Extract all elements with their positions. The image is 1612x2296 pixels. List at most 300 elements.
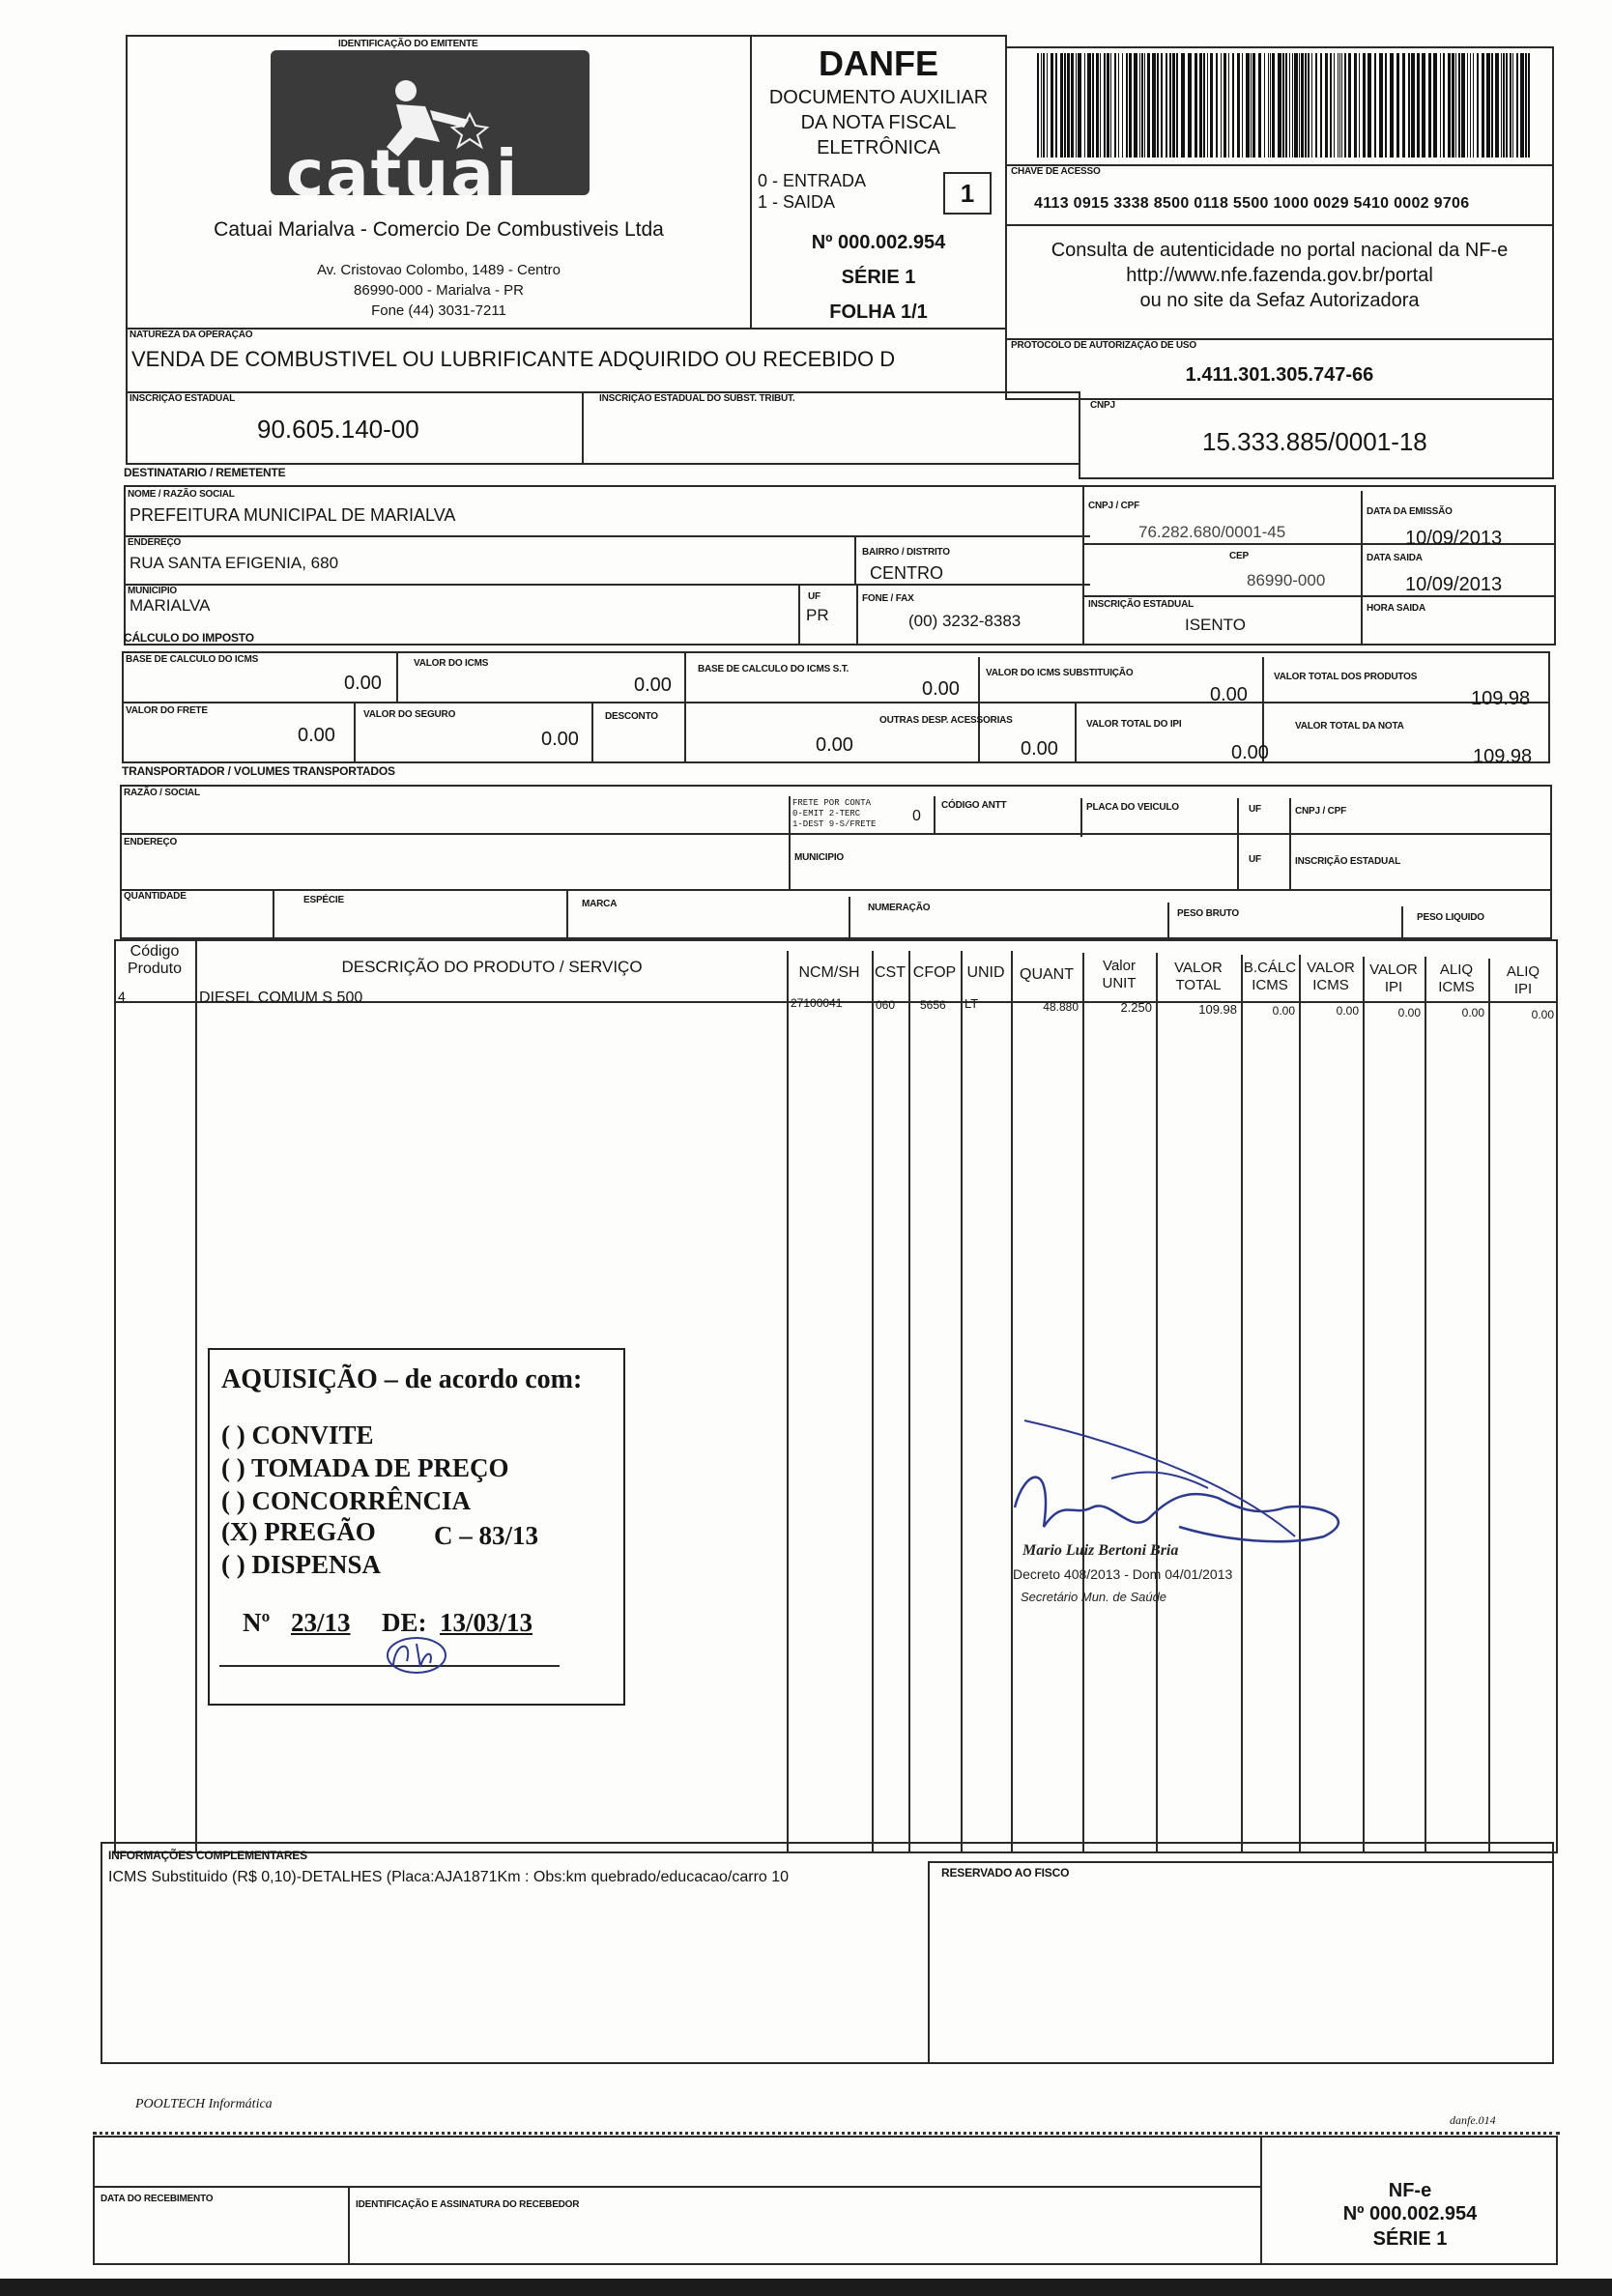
row-descricao: DIESEL COMUM S 500 <box>199 990 363 1006</box>
row-vunit: 2.250 <box>1120 1000 1152 1015</box>
barcode-bar <box>1525 53 1527 158</box>
transp-uf2-label: UF <box>1249 854 1261 865</box>
barcode-bar <box>1278 53 1281 158</box>
transp-antt-label: CÓDIGO ANTT <box>941 800 1007 811</box>
total-nota-label: VALOR TOTAL DA NOTA <box>1295 721 1404 732</box>
barcode-bar <box>1363 53 1366 158</box>
frete-conta-1: FRETE POR CONTA <box>792 798 872 808</box>
canhoto-numero: Nº 000.002.954 <box>1342 2203 1478 2224</box>
barcode-bar <box>1246 53 1250 158</box>
ie-value: 90.605.140-00 <box>257 415 419 444</box>
stamp-opt-convite: ( ) CONVITE <box>221 1421 374 1449</box>
row-aicms: 0.00 <box>1461 1006 1484 1019</box>
seguro: 0.00 <box>541 729 579 750</box>
barcode-bar <box>1503 53 1505 158</box>
hdr-aipi-1: ALIQ <box>1506 963 1540 980</box>
hdr-cst: CST <box>875 964 906 981</box>
barcode-bar <box>1301 53 1304 158</box>
barcode-bar <box>1232 53 1234 158</box>
tipo-entrada: 0 - ENTRADA <box>758 171 867 190</box>
barcode-bar <box>1422 53 1425 158</box>
barcode-bar <box>1443 53 1445 158</box>
barcode-bar <box>1114 53 1116 158</box>
frete-label: VALOR DO FRETE <box>126 705 208 716</box>
canhoto-col-1 <box>348 2186 350 2265</box>
pcol-5 <box>961 951 963 1853</box>
pcol-10 <box>1299 955 1301 1853</box>
row-vicms: 0.00 <box>1336 1004 1359 1018</box>
dest-bairro-label: BAIRRO / DISTRITO <box>862 547 950 558</box>
transp-row-2 <box>120 889 1552 891</box>
imposto-section-label: CÁLCULO DO IMPOSTO <box>124 631 254 645</box>
stamp-opt-concorrencia: ( ) CONCORRÊNCIA <box>221 1486 471 1515</box>
consulta-line-2: http://www.nfe.fazenda.gov.br/portal <box>1126 265 1433 286</box>
transp-col-4 <box>1237 798 1239 891</box>
initials-signature-icon <box>374 1632 461 1680</box>
row-unid: LT <box>964 996 979 1011</box>
barcode-bar <box>1344 53 1346 158</box>
sig-cargo: Secretário Mun. de Saúde <box>1021 1590 1167 1604</box>
barcode-bar <box>1510 53 1511 158</box>
dest-uf-label: UF <box>808 591 820 602</box>
form-code: danfe.014 <box>1450 2113 1496 2127</box>
cnpj-label: CNPJ <box>1090 400 1115 411</box>
barcode-bar <box>1433 53 1437 158</box>
stamp-title: AQUISIÇÃO – de acordo com: <box>221 1364 583 1394</box>
pcol-11 <box>1363 957 1365 1853</box>
barcode-bar <box>1501 53 1502 158</box>
transp-col-5 <box>1289 798 1291 891</box>
complementares-divider <box>928 1861 930 2064</box>
transp-marca-label: MARCA <box>582 899 618 909</box>
tipo-saida: 1 - SAIDA <box>758 192 836 212</box>
emitente-section-label: IDENTIFICAÇÃO DO EMITENTE <box>338 39 478 49</box>
emitente-address: Av. Cristovao Colombo, 1489 - Centro <box>316 262 561 278</box>
dest-ie-label: INSCRIÇÃO ESTADUAL <box>1088 599 1194 610</box>
complementares-text: ICMS Substituido (R$ 0,10)-DETALHES (Placa:AJA1871Km : Obs:km quebrado/educacao/carro 10 <box>108 1869 790 1885</box>
barcode-bar <box>1299 53 1300 158</box>
barcode-bar <box>1506 53 1508 158</box>
hdr-descricao: DESCRIÇÃO DO PRODUTO / SERVIÇO <box>341 958 643 976</box>
imposto-col-3 <box>978 657 980 763</box>
dest-emissao: 10/09/2013 <box>1405 528 1503 549</box>
barcode-bar <box>1221 53 1222 158</box>
barcode-bar <box>1107 53 1109 158</box>
dest-cep-label: CEP <box>1229 551 1249 561</box>
barcode-bar <box>1512 53 1513 158</box>
scan-edge <box>0 2279 1612 2296</box>
transp-cnpj-label: CNPJ / CPF <box>1295 806 1347 817</box>
dest-saida-label: DATA SAIDA <box>1367 553 1423 563</box>
hdr-cfop: CFOP <box>912 964 957 981</box>
barcode-bar <box>1055 53 1057 158</box>
barcode-bar <box>1367 53 1371 158</box>
ie-st-label: INSCRIÇÃO ESTADUAL DO SUBST. TRIBUT. <box>599 393 795 404</box>
dest-col-line-3 <box>854 537 856 586</box>
barcode-bar <box>1339 53 1340 158</box>
cnpj-value: 15.333.885/0001-18 <box>1202 427 1427 456</box>
pcol-6 <box>1011 951 1013 1853</box>
barcode-bar <box>1491 53 1493 158</box>
hdr-codigo-1: Código <box>130 943 180 960</box>
transp-col-10 <box>1401 906 1403 939</box>
barcode-bar <box>1169 53 1171 158</box>
hdr-aicms-1: ALIQ <box>1439 961 1474 978</box>
row-ncm: 27100041 <box>791 996 843 1010</box>
barcode-bar <box>1252 53 1255 158</box>
dest-ie: ISENTO <box>1185 616 1246 634</box>
barcode-bar <box>1258 53 1261 158</box>
barcode-bar <box>1396 53 1399 158</box>
dest-col-line-1 <box>1082 485 1084 646</box>
barcode-bar <box>1084 53 1085 158</box>
aquisicao-stamp <box>208 1348 625 1706</box>
barcode-bar <box>1199 53 1202 158</box>
barcode-bar <box>1134 53 1137 158</box>
barcode-bar <box>1078 53 1081 158</box>
logo-text: catuai <box>286 136 520 195</box>
imposto-col-2 <box>684 651 686 763</box>
canhoto-serie: SÉRIE 1 <box>1372 2228 1448 2250</box>
barcode-bar <box>1157 53 1159 158</box>
stamp-numero: 23/13 <box>291 1608 351 1637</box>
transp-row-1 <box>120 833 1552 835</box>
row-cfop: 5656 <box>920 998 946 1012</box>
barcode-bar <box>1294 53 1298 158</box>
dest-saida: 10/09/2013 <box>1405 574 1503 595</box>
emitente-name: Catuai Marialva - Comercio De Combustiveis Ltda <box>214 218 664 241</box>
icms-st-label: VALOR DO ICMS SUBSTITUIÇÃO <box>986 668 1134 678</box>
perforation-line <box>93 2132 1560 2135</box>
hdr-vunit-1: Valor <box>1103 958 1136 974</box>
barcode-bar <box>1408 53 1410 158</box>
dest-cnpj: 76.282.680/0001-45 <box>1138 523 1286 541</box>
dest-uf: PR <box>806 606 829 624</box>
barcode-bar <box>1440 53 1441 158</box>
barcode-bar <box>1228 53 1229 158</box>
danfe-title: DANFE <box>819 43 938 83</box>
barcode-bar <box>1152 53 1156 158</box>
barcode-bar <box>1452 53 1454 158</box>
desconto-label: DESCONTO <box>605 711 658 722</box>
consulta-line-1: Consulta de autenticidade no portal nacional da NF-e <box>1051 240 1509 261</box>
total-prod: 109.98 <box>1471 688 1531 709</box>
barcode-bar <box>1477 53 1479 158</box>
transp-municipio-label: MUNICIPIO <box>794 852 844 863</box>
transp-ie-label: INSCRIÇÃO ESTADUAL <box>1295 856 1400 867</box>
recebimento-label: DATA DO RECEBIMENTO <box>101 2194 214 2204</box>
imposto-row-line <box>122 702 1550 703</box>
barcode-bar <box>1037 53 1039 158</box>
barcode-bar <box>1195 53 1197 158</box>
row-vipi: 0.00 <box>1397 1006 1421 1019</box>
transp-col-2 <box>934 796 936 835</box>
transp-col-9 <box>1167 903 1169 939</box>
barcode-bar <box>1141 53 1143 158</box>
barcode-bar <box>1311 53 1312 158</box>
ipi: 0.00 <box>1231 742 1269 763</box>
transp-uf-label: UF <box>1249 804 1261 815</box>
barcode-bar <box>1341 53 1342 158</box>
barcode-bar <box>1334 53 1335 158</box>
barcode-bar <box>1285 53 1287 158</box>
canhoto-nfe: NF-e <box>1388 2180 1432 2201</box>
hdr-vtotal-1: VALOR <box>1174 960 1223 976</box>
barcode-bar <box>1348 53 1351 158</box>
emitente-city: 86990-000 - Marialva - PR <box>354 282 524 299</box>
pcol-7 <box>1082 953 1084 1853</box>
dest-fone-label: FONE / FAX <box>862 593 914 604</box>
stamp-opt-dispensa: ( ) DISPENSA <box>221 1550 382 1579</box>
tipo-value: 1 <box>960 179 975 208</box>
chave-label: CHAVE DE ACESSO <box>1011 166 1101 177</box>
desconto: 0.00 <box>816 734 853 756</box>
barcode-bar <box>1096 53 1099 158</box>
total-nota: 109.98 <box>1473 746 1533 767</box>
barcode-bar <box>1092 53 1094 158</box>
hdr-bcalc-1: B.CÁLC <box>1243 960 1297 976</box>
transp-quantidade-label: QUANTIDADE <box>124 891 187 902</box>
dest-bairro: CENTRO <box>870 563 943 583</box>
barcode-bar <box>1473 53 1474 158</box>
icms-st: 0.00 <box>1210 684 1248 705</box>
barcode-bar <box>1176 53 1178 158</box>
barcode-bar <box>1315 53 1317 158</box>
barcode-bar <box>1216 53 1218 158</box>
hdr-vtotal-2: TOTAL <box>1175 977 1222 993</box>
transp-razao-label: RAZÃO / SOCIAL <box>124 788 200 798</box>
stamp-opt-pregao: (X) PREGÃO <box>221 1517 376 1546</box>
transp-peso-bruto-label: PESO BRUTO <box>1177 908 1239 919</box>
hdr-aicms-2: ICMS <box>1438 979 1475 995</box>
fisco-label: RESERVADO AO FISCO <box>941 1866 1070 1880</box>
consulta-line-3: ou no site da Sefaz Autorizadora <box>1139 290 1420 311</box>
stamp-data: 13/03/13 <box>440 1608 533 1637</box>
imposto-col-5 <box>354 702 356 763</box>
chave-divider <box>1005 224 1554 226</box>
stamp-data-prefix: DE: <box>382 1608 427 1637</box>
hdr-vunit-2: UNIT <box>1102 975 1137 991</box>
pcol-3 <box>872 951 874 1853</box>
barcode-bar <box>1203 53 1205 158</box>
barcode-bar <box>1144 53 1145 158</box>
barcode-bar <box>1207 53 1208 158</box>
complementares-label: INFORMAÇÕES COMPLEMENTARES <box>108 1849 307 1862</box>
barcode-bar <box>1043 53 1045 158</box>
imposto-col-6 <box>591 702 593 763</box>
dest-endereco: RUA SANTA EFIGENIA, 680 <box>130 554 339 572</box>
catuai-logo <box>271 50 590 195</box>
chave-value: 4113 0915 3338 8500 0118 5500 1000 0029 5410 0002 9706 <box>1034 195 1470 212</box>
stamp-pregao-ref: C – 83/13 <box>434 1521 538 1550</box>
natureza-value: VENDA DE COMBUSTIVEL OU LUBRIFICANTE ADQUIRIDO OU RECEBIDO D <box>131 347 896 371</box>
frete-conta-3: 1-DEST 9-S/FRETE <box>792 819 877 829</box>
barcode-bar <box>1264 53 1265 158</box>
pcol-1 <box>195 939 197 1853</box>
barcode-bar <box>1325 53 1328 158</box>
pcol-9 <box>1241 955 1243 1853</box>
barcode-bar <box>1268 53 1269 158</box>
imposto-col-7 <box>1075 702 1077 763</box>
sig-decreto: Decreto 408/2013 - Dom 04/01/2013 <box>1013 1566 1233 1582</box>
icms: 0.00 <box>634 674 672 696</box>
seguro-label: VALOR DO SEGURO <box>363 709 456 720</box>
dest-nome: PREFEITURA MUNICIPAL DE MARIALVA <box>130 505 456 525</box>
barcode-bar <box>1047 53 1048 158</box>
transp-col-6 <box>273 889 274 939</box>
dest-endereco-label: ENDEREÇO <box>128 537 182 548</box>
ie-label: INSCRIÇÃO ESTADUAL <box>130 393 235 404</box>
hdr-aipi-2: IPI <box>1513 981 1533 997</box>
barcode-bar <box>1161 53 1163 158</box>
barcode-bar <box>1251 53 1252 158</box>
bc-st-label: BASE DE CALCULO DO ICMS S.T. <box>698 664 849 674</box>
imposto-col-1 <box>396 651 398 703</box>
frete: 0.00 <box>298 725 335 746</box>
barcode-bar <box>1210 53 1213 158</box>
protocolo-value: 1.411.301.305.747-66 <box>1185 364 1374 386</box>
barcode-bar <box>1338 53 1339 158</box>
barcode-bar <box>1385 53 1387 158</box>
pcol-4 <box>908 951 910 1853</box>
danfe-subtitle-1: DOCUMENTO AUXILIAR <box>768 87 989 108</box>
dest-municipio: MARIALVA <box>130 596 211 615</box>
dest-fone: (00) 3232-8383 <box>908 612 1022 630</box>
barcode-bar <box>1110 53 1111 158</box>
barcode-bar <box>1242 53 1243 158</box>
hdr-quant: QUANT <box>1020 966 1074 983</box>
natureza-label: NATUREZA DA OPERAÇÃO <box>130 330 253 340</box>
row-vtotal: 109.98 <box>1198 1002 1237 1017</box>
dest-right-line-2 <box>1082 595 1556 597</box>
hdr-vicms-2: ICMS <box>1312 977 1349 993</box>
barcode-bar <box>1166 53 1167 158</box>
barcode-bar <box>1467 53 1468 158</box>
barcode-bar <box>1320 53 1322 158</box>
dest-col-line-2 <box>1361 491 1363 646</box>
emitente-phone: Fone (44) 3031-7211 <box>371 302 506 319</box>
barcode-bar <box>1470 53 1471 158</box>
barcode-bar <box>1071 53 1074 158</box>
dest-cep: 86990-000 <box>1247 571 1326 589</box>
barcode-bar <box>1354 53 1357 158</box>
barcode-bar <box>1417 53 1420 158</box>
transp-col-8 <box>849 897 850 939</box>
dest-row-line-1 <box>124 535 1090 537</box>
dest-row-line-2 <box>124 584 1090 586</box>
barcode-bar <box>1129 53 1132 158</box>
row-quant: 48.880 <box>1043 1000 1079 1014</box>
barcode-bar <box>1402 53 1405 158</box>
pcol-12 <box>1425 957 1426 1853</box>
row-bcalc: 0.00 <box>1272 1004 1295 1018</box>
barcode-bar <box>1428 53 1431 158</box>
barcode-bar <box>1455 53 1456 158</box>
frete-conta-val: 0 <box>912 808 921 824</box>
ipi-label: VALOR TOTAL DO IPI <box>1086 719 1182 730</box>
barcode-bar <box>1458 53 1460 158</box>
transp-placa-label: PLACA DO VEICULO <box>1086 802 1179 813</box>
barcode-bar <box>1330 53 1332 158</box>
barcode-bar <box>1461 53 1465 158</box>
barcode-bar <box>1486 53 1490 158</box>
pcol-8 <box>1156 953 1158 1853</box>
pcol-2 <box>787 951 789 1853</box>
danfe-subtitle-2: DA NOTA FISCAL <box>800 112 957 133</box>
canhoto-row-line <box>93 2186 1262 2188</box>
barcode-bar <box>1448 53 1451 158</box>
barcode-bar <box>1104 53 1106 158</box>
barcode-bar <box>1270 53 1271 158</box>
stamp-numero-prefix: Nº <box>243 1608 271 1637</box>
sig-name: Mario Luiz Bertoni Bria <box>1022 1542 1179 1559</box>
barcode-bar <box>1272 53 1275 158</box>
transp-col-1 <box>789 796 791 891</box>
barcode-bar <box>1374 53 1376 158</box>
barcode <box>1037 53 1533 158</box>
barcode-bar <box>1359 53 1360 158</box>
barcode-bar <box>1482 53 1484 158</box>
barcode-bar <box>1308 53 1310 158</box>
barcode-bar <box>1292 53 1293 158</box>
recebedor-label: IDENTIFICAÇÃO E ASSINATURA DO RECEBEDOR <box>356 2199 580 2210</box>
hdr-vipi-2: IPI <box>1384 979 1403 995</box>
destinatario-section-label: DESTINATARIO / REMETENTE <box>124 466 286 479</box>
barcode-bar <box>1495 53 1499 158</box>
transp-col-7 <box>566 889 568 939</box>
transp-endereco-label: ENDEREÇO <box>124 837 178 847</box>
outras: 0.00 <box>1021 738 1058 760</box>
dest-hora-label: HORA SAIDA <box>1367 603 1425 614</box>
barcode-bar <box>1237 53 1240 158</box>
hdr-vipi-1: VALOR <box>1369 961 1418 978</box>
barcode-bar <box>1122 53 1123 158</box>
barcode-bar <box>1223 53 1226 158</box>
barcode-bar <box>1139 53 1140 158</box>
danfe-subtitle-3: ELETRÔNICA <box>817 137 940 158</box>
dest-municipio-label: MUNICIPIO <box>128 586 177 596</box>
barcode-bar <box>1282 53 1284 158</box>
barcode-bar <box>1100 53 1101 158</box>
stamp-opt-tomada: ( ) TOMADA DE PREÇO <box>221 1453 509 1482</box>
barcode-bar <box>1305 53 1307 158</box>
dest-nome-label: NOME / RAZÃO SOCIAL <box>128 489 235 500</box>
bc-icms-label: BASE DE CALCULO DO ICMS <box>126 654 259 665</box>
hdr-ncm: NCM/SH <box>798 964 860 981</box>
barcode-bar <box>1060 53 1063 158</box>
barcode-bar <box>1067 53 1070 158</box>
barcode-bar <box>1076 53 1077 158</box>
software-credit: POOLTECH Informática <box>135 2097 273 2111</box>
row-aipi: 0.00 <box>1531 1008 1554 1021</box>
bc-st: 0.00 <box>922 678 960 700</box>
barcode-bar <box>1126 53 1128 158</box>
barcode-bar <box>1118 53 1119 158</box>
danfe-folha: FOLHA 1/1 <box>829 301 928 323</box>
barcode-bar <box>1041 53 1042 158</box>
barcode-bar <box>1516 53 1518 158</box>
dest-col-line-4 <box>798 586 800 646</box>
frete-conta-2: 0-EMIT 2-TERC <box>792 809 861 818</box>
hdr-unid: UNID <box>966 964 1005 981</box>
hdr-vicms-1: VALOR <box>1307 960 1355 976</box>
transp-numeracao-label: NUMERAÇÃO <box>868 903 931 913</box>
barcode-bar <box>1087 53 1091 158</box>
barcode-bar <box>1181 53 1185 158</box>
hdr-codigo-2: Produto <box>127 961 183 977</box>
barcode-bar <box>1289 53 1290 158</box>
barcode-bar <box>1064 53 1066 158</box>
